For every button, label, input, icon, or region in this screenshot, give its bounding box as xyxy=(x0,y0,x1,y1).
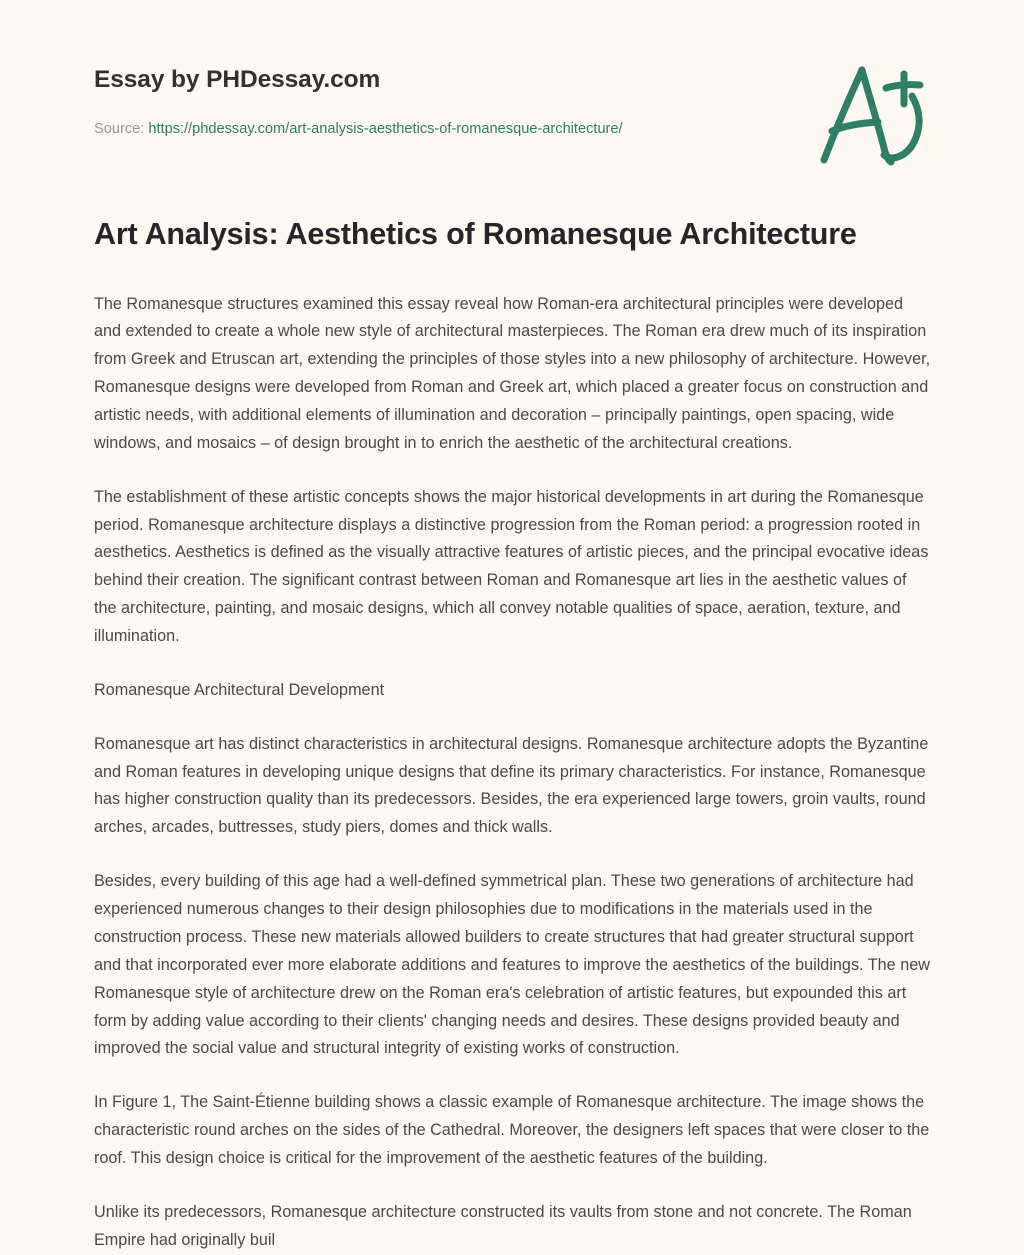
paragraph-truncated: Unlike its predecessors, Romanesque architecture constructed its vaults from stone and not concrete. The Roman Empire had originally buil xyxy=(94,1202,912,1249)
paragraph: Besides, every building of this age had a well-defined symmetrical plan. These two generations of architecture had experienced numerous changes to their design philosophies due to modifications in the materials used in the construction process. These new materials allowed builders to create structures that had greater structural support and that incorporated ever more elaborate additions and features to improve the aesthetics of the buildings. The new Romanesque style of architecture drew on the Roman era's celebration of artistic features, but expounded this art form by adding value according to their clients' changing needs and desires. These designs provided beauty and improved the social value and structural integrity of existing works of construction. xyxy=(94,872,930,1058)
section-heading-text: Romanesque Architectural Development xyxy=(94,680,385,699)
page-title: Art Analysis: Aesthetics of Romanesque Architecture xyxy=(94,217,857,251)
paragraph: The establishment of these artistic concepts shows the major historical developments in art during the Romanesque period. Romanesque architecture displays a distinctive progression from the Roman period: a progression rooted in aesthetics. Aesthetics is defined as the visually attractive features of artistic pieces, and the principal evocative ideas behind their creation. The significant contrast between Roman and Romanesque art lies in the aesthetic values of the architecture, painting, and mosaic designs, which all convey notable qualities of space, aeration, texture, and illumination. xyxy=(94,487,929,646)
brand-byline xyxy=(94,66,380,94)
article-body xyxy=(94,291,932,1255)
brand-byline-text: Essay by PHDessay.com xyxy=(94,66,381,93)
source-label: Source: xyxy=(94,121,149,137)
page-header xyxy=(0,0,1024,190)
a-plus-logo-icon xyxy=(812,52,932,167)
paragraph: In Figure 1, The Saint-Étienne building shows a classic example of Romanesque architecture. The image shows the characteristic round arches on the sides of the Cathedral. Moreover, the designers left spaces that were closer to the roof. This design choice is critical for the improvement of the aesthetic features of the building. xyxy=(94,1093,930,1167)
source-url-link[interactable]: https://phdessay.com/art-analysis-aesthetics-of-romanesque-architecture/ xyxy=(148,121,623,137)
article xyxy=(94,216,932,1255)
paragraph: The Romanesque structures examined this essay reveal how Roman-era architectural principles were developed and extended to create a whole new style of architectural masterpieces. The Roman era drew much of its inspiration from Greek and Etruscan art, extending the principles of those styles into a new philosophy of architecture. However, Romanesque designs were developed from Roman and Greek art, which placed a greater focus on construction and artistic needs, with additional elements of illumination and decoration – principally paintings, open spacing, wide windows, and mosaics – of design brought in to enrich the aesthetic of the architectural creations. xyxy=(94,294,931,452)
paragraph: Romanesque art has distinct characteristics in architectural designs. Romanesque architecture adopts the Byzantine and Roman features in developing unique designs that define its primary characteristics. For instance, Romanesque has higher construction quality than its predecessors. Besides, the era experienced large towers, groin vaults, round arches, arcades, buttresses, study piers, domes and thick walls. xyxy=(94,734,929,837)
source-line xyxy=(94,122,623,137)
